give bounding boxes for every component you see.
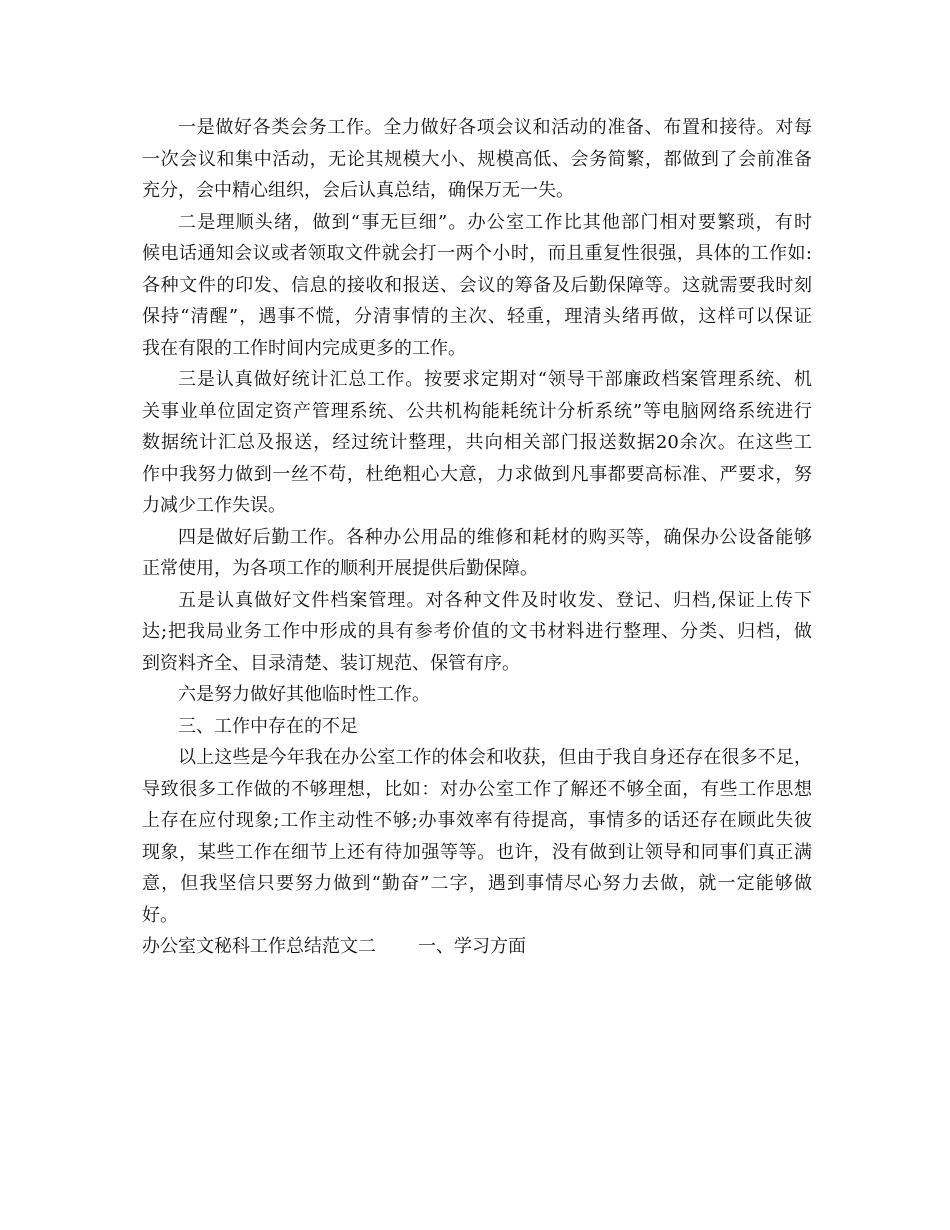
text-line: 五是认真做好文件档案管理。对各种文件及时收发、登记、归档,保证上传下 xyxy=(178,589,812,611)
text-line: 到资料齐全、目录清楚、装订规范、保管有序。 xyxy=(142,652,520,674)
subsection-heading: 一、学习方面 xyxy=(418,936,526,957)
text-line: 意，但我坚信只要努力做到“勤奋”二字，遇到事情尽心努力去做，就一定能够做 xyxy=(142,873,812,894)
text-line: 现象，某些工作在细节上还有待加强等等。也许，没有做到让领导和同事们真正满 xyxy=(142,841,812,863)
text-line: 关事业单位固定资产管理系统、公共机构能耗统计分析系统”等电脑网络系统进行 xyxy=(142,400,812,422)
text-line: 四是做好后勤工作。各种办公用品的维修和耗材的购买等，确保办公设备能够 xyxy=(178,526,812,548)
text-line: 各种文件的印发、信息的接收和报送、会议的筹备及后勤保障等。这就需要我时刻 xyxy=(142,274,812,296)
document-body xyxy=(142,112,812,963)
text-line: 六是努力做好其他临时性工作。 xyxy=(178,684,430,705)
text-line: 候电话通知会议或者领取文件就会打一两个小时，而且重复性很强，具体的工作如: xyxy=(142,243,812,264)
text-line: 作中我努力做到一丝不苟，杜绝粗心大意，力求做到凡事都要高标准、严要求，努 xyxy=(142,463,812,485)
text-line: 力减少工作失误。 xyxy=(142,495,286,516)
text-line: 上存在应付现象;工作主动性不够;办事效率有待提高，事情多的话还存在顾此失彼 xyxy=(142,810,812,831)
text-line: 数据统计汇总及报送，经过统计整理，共向相关部门报送数据20余次。在这些工 xyxy=(142,432,812,453)
section-heading: 三、工作中存在的不足 xyxy=(178,715,358,737)
text-line: 我在有限的工作时间内完成更多的工作。 xyxy=(142,337,466,359)
text-line: 达;把我局业务工作中形成的具有参考价值的文书材料进行整理、分类、归档，做 xyxy=(142,621,812,642)
text-line: 好。 xyxy=(142,904,178,926)
text-line: 一是做好各类会务工作。全力做好各项会议和活动的准备、布置和接待。对每 xyxy=(178,117,812,138)
text-line: 保持“清醒”，遇事不慌，分清事情的主次、轻重，理清头绪再做，这样可以保证 xyxy=(142,306,812,327)
text-line: 三是认真做好统计汇总工作。按要求定期对“领导干部廉政档案管理系统、机 xyxy=(178,369,812,390)
document-title-row xyxy=(142,931,812,963)
text-line: 以上这些是今年我在办公室工作的体会和收获，但由于我自身还存在很多不足， xyxy=(178,747,812,768)
text-line: 正常使用，为各项工作的顺利开展提供后勤保障。 xyxy=(142,558,538,579)
text-line: 一次会议和集中活动，无论其规模大小、规模高低、会务简繁，都做到了会前准备 xyxy=(142,148,812,170)
text-line: 导致很多工作做的不够理想，比如：对办公室工作了解还不够全面，有些工作思想 xyxy=(142,778,812,800)
text-line: 充分，会中精心组织，会后认真总结，确保万无一失。 xyxy=(142,180,574,201)
text-line: 二是理顺头绪，做到“事无巨细”。办公室工作比其他部门相对要繁琐，有时 xyxy=(178,211,812,233)
document-title: 办公室文秘科工作总结范文二 xyxy=(142,936,376,957)
